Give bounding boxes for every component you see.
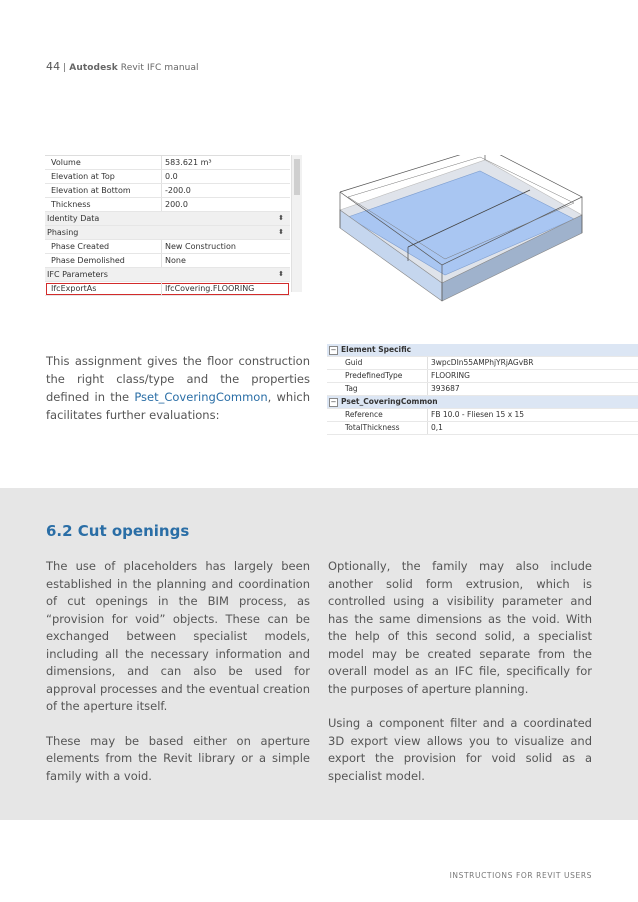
property-name: Phase Demolished xyxy=(51,256,125,265)
ifc-properties-table xyxy=(327,344,638,435)
section-left-column xyxy=(46,558,310,802)
property-row[interactable] xyxy=(45,198,290,212)
body-paragraph: These may be based either on aperture elements from the Revit library or a simple family with a void. xyxy=(46,733,310,783)
ifc-property-value[interactable]: 393687 xyxy=(431,384,460,393)
column-divider xyxy=(427,422,428,434)
header-title: Revit IFC manual xyxy=(117,63,199,73)
property-name: IFC Parameters xyxy=(47,270,108,279)
column-divider xyxy=(161,170,162,183)
property-name: Phase Created xyxy=(51,242,110,251)
properties-scrollbar[interactable] xyxy=(291,155,302,292)
pset-link[interactable]: Pset_CoveringCommon xyxy=(134,390,268,404)
property-name: Identity Data xyxy=(47,214,100,223)
property-value[interactable]: 583.621 m³ xyxy=(165,158,212,167)
expand-chevron-icon[interactable]: ⬍ xyxy=(278,228,284,236)
column-divider xyxy=(161,240,162,253)
column-divider xyxy=(427,383,428,395)
column-divider xyxy=(161,156,162,169)
ifc-group-name: Element Specific xyxy=(341,345,412,354)
ifc-property-name: TotalThickness xyxy=(345,423,400,432)
collapse-icon[interactable]: − xyxy=(330,346,337,354)
header-separator: | xyxy=(60,63,70,73)
ifc-property-name: Guid xyxy=(345,358,363,367)
property-name: Elevation at Bottom xyxy=(51,186,131,195)
property-group[interactable] xyxy=(45,226,290,240)
property-name: Elevation at Top xyxy=(51,172,115,181)
ifc-property-value[interactable]: FLOORING xyxy=(431,371,470,380)
property-value[interactable]: New Construction xyxy=(165,242,236,251)
body-paragraph: Optionally, the family may also include another solid form extrusion, which is controlled using a visibility parameter and has the same dimensions as the void. With the help of this second solid, a specialist model may be created separate from the overall model as an IFC file, specifically for the purposes of aperture planning. xyxy=(328,559,592,696)
revit-properties-panel xyxy=(45,155,290,293)
scrollbar-thumb[interactable] xyxy=(294,159,300,195)
section-title: 6.2 Cut openings xyxy=(46,522,190,540)
ifc-property-value[interactable]: FB 10.0 - Fliesen 15 x 15 xyxy=(431,410,525,419)
body-paragraph: The use of placeholders has largely been established in the planning and coordination of cut openings in the BIM process, as “provision for void” objects. These can be exchanged between specialist models, including all the necessary information and dimensions, and can also be used for approval processes and the eventual creation of the aperture itself. xyxy=(46,559,310,713)
ifc-group-header[interactable] xyxy=(327,344,638,357)
expand-chevron-icon[interactable]: ⬍ xyxy=(278,214,284,222)
page-footer: INSTRUCTIONS FOR REVIT USERS xyxy=(449,871,592,880)
property-row[interactable] xyxy=(45,170,290,184)
column-divider xyxy=(161,184,162,197)
ifc-property-row[interactable] xyxy=(327,383,638,396)
ifc-property-row[interactable] xyxy=(327,409,638,422)
column-divider xyxy=(427,370,428,382)
floor-3d-view xyxy=(330,155,592,305)
page-number: 44 xyxy=(46,60,61,73)
column-divider xyxy=(161,198,162,211)
ifc-property-row[interactable] xyxy=(327,422,638,435)
property-name: Thickness xyxy=(51,200,91,209)
property-group[interactable] xyxy=(45,212,290,226)
property-value[interactable]: None xyxy=(165,256,186,265)
column-divider xyxy=(427,357,428,369)
ifc-property-value[interactable]: 0,1 xyxy=(431,423,443,432)
ifc-property-name: PredefinedType xyxy=(345,371,403,380)
ifc-property-value[interactable]: 3wpcDIn55AMPhjYRjAGvBR xyxy=(431,358,534,367)
ifc-property-name: Tag xyxy=(345,384,358,393)
ifc-property-row[interactable] xyxy=(327,357,638,370)
property-row[interactable] xyxy=(45,156,290,170)
property-name: Volume xyxy=(51,158,81,167)
property-row[interactable] xyxy=(45,282,290,296)
intro-paragraph xyxy=(46,352,310,424)
body-paragraph: Using a component filter and a coordinated 3D export view allows you to visualize and export the provision for void solid as a specialist model. xyxy=(328,716,592,783)
ifc-group-header[interactable] xyxy=(327,396,638,409)
property-value[interactable]: 200.0 xyxy=(165,200,188,209)
property-name: IfcExportAs xyxy=(51,284,97,293)
column-divider xyxy=(427,409,428,421)
property-name: Phasing xyxy=(47,228,79,237)
ifc-property-row[interactable] xyxy=(327,370,638,383)
ifc-property-name: Reference xyxy=(345,410,383,419)
header-brand: Autodesk xyxy=(69,63,118,73)
column-divider xyxy=(161,254,162,267)
ifc-group-name: Pset_CoveringCommon xyxy=(341,397,438,406)
property-value[interactable]: -200.0 xyxy=(165,186,191,195)
intro-text-before: This assignment gives the floor construction the right class/type and the properties defined in the xyxy=(46,354,310,404)
property-value[interactable]: IfcCovering.FLOORING xyxy=(165,284,255,293)
expand-chevron-icon[interactable]: ⬍ xyxy=(278,270,284,278)
property-group[interactable] xyxy=(45,268,290,282)
property-value[interactable]: 0.0 xyxy=(165,172,178,181)
intro-text-after: , which facilitates further evaluations: xyxy=(46,390,311,422)
collapse-icon[interactable]: − xyxy=(330,398,337,406)
column-divider xyxy=(161,282,162,295)
property-row[interactable] xyxy=(45,184,290,198)
property-row[interactable] xyxy=(45,254,290,268)
property-row[interactable] xyxy=(45,240,290,254)
page-header xyxy=(46,60,199,73)
section-right-column xyxy=(328,558,592,802)
